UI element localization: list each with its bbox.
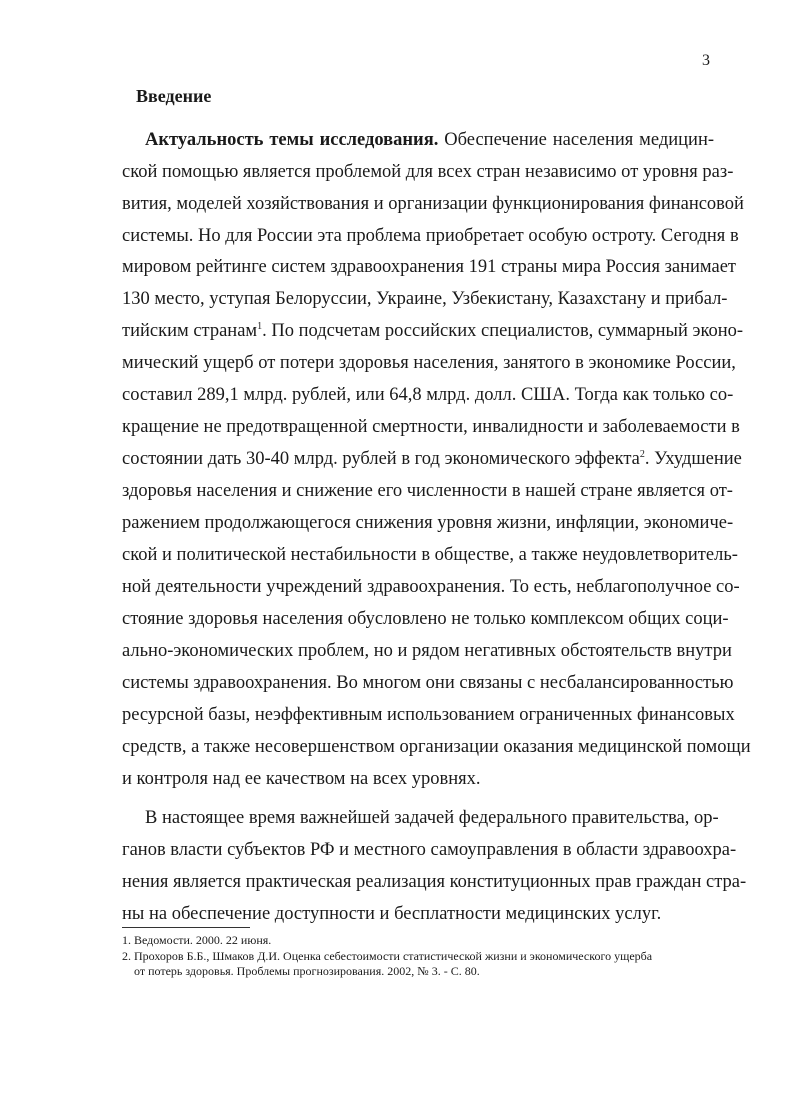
text-line: состоянии дать 30-40 млрд. рублей в год экономического эффекта$^2$. Ухудшение [122,448,742,469]
text-line: кращение не предотвращенной смертности, инвалидности и заболеваемости в [122,417,740,437]
text-line: стояние здоровья населения обусловлено не только комплексом общих соци- [122,609,729,629]
text-line: ской и политической нестабильности в обществе, а также неудовлетворитель- [122,545,738,565]
topic-relevance-title: Актуальность темы исследования. [145,130,439,150]
text-line: и контроля над ее качеством на всех уровнях. [122,769,481,789]
text-line: ганов власти субъектов РФ и местного самоуправления в области здравоохра- [122,840,737,860]
text-line: нения является практическая реализация конституционных прав граждан стра- [122,872,747,892]
text-line: ражением продолжающегося снижения уровня жизни, инфляции, экономиче- [122,513,734,533]
footnote-ref: 2 [639,448,645,460]
text-line: системы. Но для России эта проблема приобретает особую остроту. Сегодня в [122,226,739,246]
footnote-2-continuation: от потерь здоровья. Проблемы прогнозирования. 2002, № 3. - С. 80. [134,964,480,978]
text-line: Актуальность темы исследования. Обеспечение населения медицин- [145,130,715,150]
text-line: средств, а также несовершенством организации оказания медицинской помощи [122,737,751,757]
page-number: 3 [702,52,710,69]
footnote-divider [122,927,250,928]
footnote-ref: 1 [257,320,263,332]
text-line: ально-экономических проблем, но и рядом негативных обстоятельств внутри [122,641,732,661]
text-line: В настоящее время важнейшей задачей федерального правительства, ор- [145,808,719,828]
text-line: 130 место, уступая Белоруссии, Украине, Узбекистану, Казахстану и прибал- [122,289,728,309]
text-line: мический ущерб от потери здоровья населения, занятого в экономике России, [122,353,736,373]
footnote-1: 1. Ведомости. 2000. 22 июня. [122,933,272,947]
footnote-2: 2. Прохоров Б.Б., Шмаков Д.И. Оценка себестоимости статистической жизни и экономического ущерба [122,949,653,963]
text-line: составил 289,1 млрд. рублей, или 64,8 млрд. долл. США. Тогда как только со- [122,385,734,405]
text-line: вития, моделей хозяйствования и организации функционирования финансовой [122,194,744,214]
text-line: ной деятельности учреждений здравоохранения. То есть, неблагополучное со- [122,577,740,597]
text-line: здоровья населения и снижение его численности в нашей стране является от- [122,481,733,501]
text-line: ны на обеспечение доступности и бесплатности медицинских услуг. [122,904,662,924]
text-line: ресурсной базы, неэффективным использованием ограниченных финансовых [122,705,735,725]
section-heading: Введение [136,86,212,106]
text-line: ской помощью является проблемой для всех стран независимо от уровня раз- [122,162,734,182]
text-line: тийским странам$^1$. По подсчетам российских специалистов, суммарный эконо- [122,320,744,341]
text-line: мировом рейтинге систем здравоохранения 191 страны мира Россия занимает [122,257,736,277]
text-line: системы здравоохранения. Во многом они связаны с несбалансированностью [122,673,734,693]
